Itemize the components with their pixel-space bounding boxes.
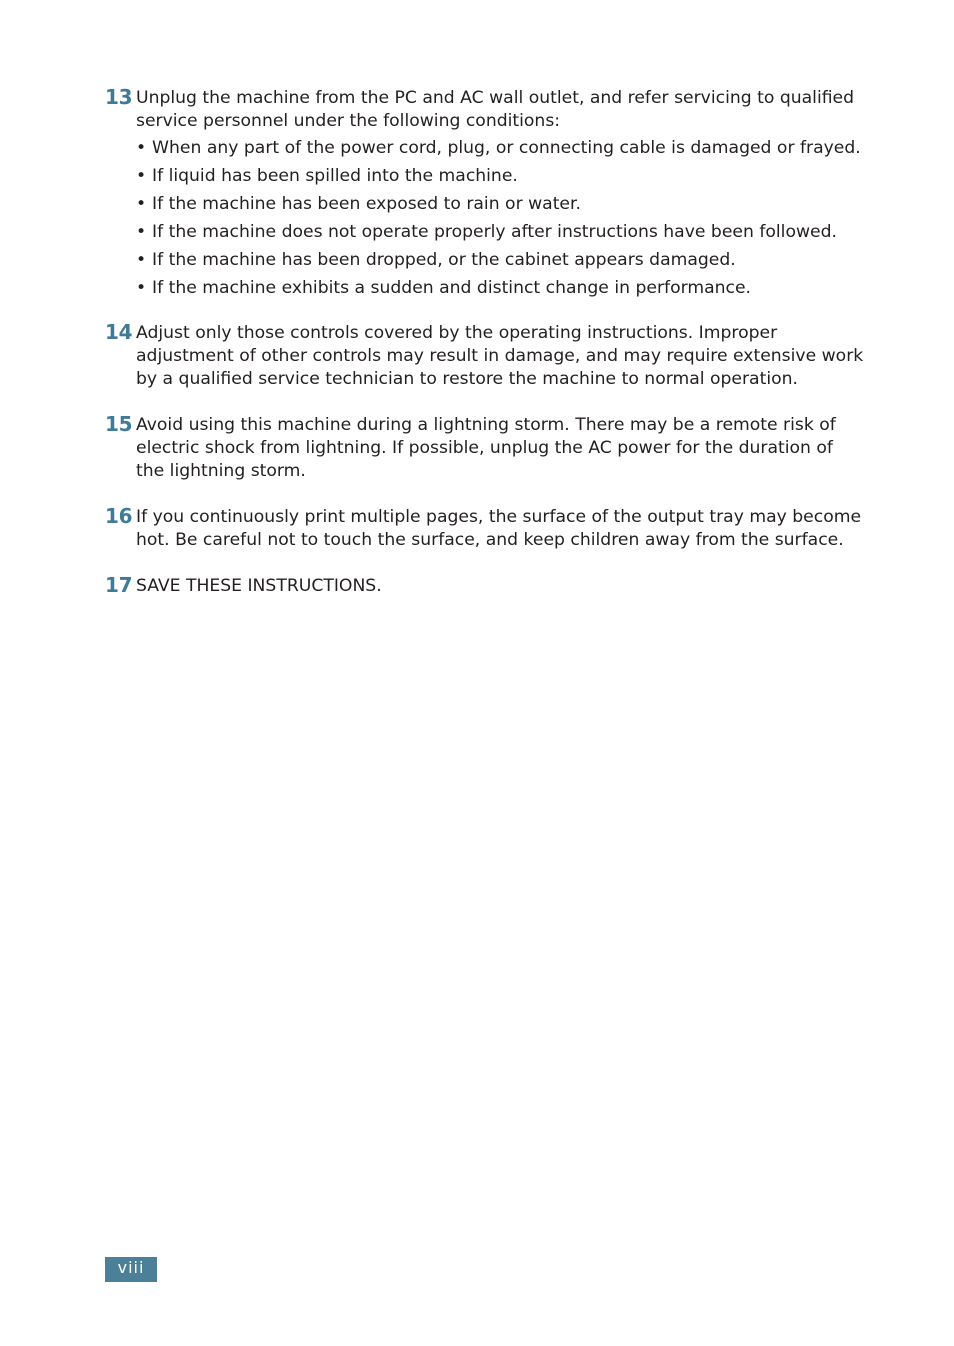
- list-item-text: If liquid has been spilled into the machine.: [152, 166, 518, 186]
- list-item: [136, 249, 864, 271]
- item-number: 13: [105, 85, 133, 109]
- list-item-text: If the machine has been dropped, or the cabinet appears damaged.: [152, 250, 736, 270]
- item-number: 17: [105, 573, 133, 597]
- list-item: [136, 165, 864, 187]
- bullet-icon: •: [136, 278, 147, 298]
- bullet-icon: •: [136, 222, 147, 242]
- item-text: If you continuously print multiple pages, the surface of the output tray may become hot. Be careful not to touch the surface, and keep children away from the surface.: [136, 507, 862, 550]
- item-number: 16: [105, 504, 133, 528]
- list-item: [136, 221, 864, 243]
- item-text: SAVE THESE INSTRUCTIONS.: [136, 576, 382, 596]
- safety-instructions-list: [104, 87, 864, 621]
- item-number: 15: [105, 412, 133, 436]
- bullet-icon: •: [136, 250, 147, 270]
- bullet-icon: •: [136, 166, 147, 186]
- list-item: [136, 277, 864, 299]
- instruction-item-15: [104, 414, 864, 483]
- conditions-list: [136, 137, 864, 299]
- item-text: Adjust only those controls covered by the operating instructions. Improper adjustment of other controls may result in damage, and may require extensive work by a qualified service technician to restore the machine to normal operation.: [136, 323, 864, 389]
- item-text: Unplug the machine from the PC and AC wall outlet, and refer servicing to qualified service personnel under the following conditions:: [136, 88, 855, 131]
- list-item-text: If the machine has been exposed to rain or water.: [152, 194, 581, 214]
- item-text: Avoid using this machine during a lightning storm. There may be a remote risk of electric shock from lightning. If possible, unplug the AC power for the duration of the lightning storm.: [136, 415, 836, 481]
- page-number-tab: [105, 1257, 157, 1282]
- bullet-icon: •: [136, 138, 147, 158]
- list-item-text: If the machine exhibits a sudden and distinct change in performance.: [152, 278, 752, 298]
- list-item: [136, 193, 864, 215]
- instruction-item-16: [104, 506, 864, 552]
- instruction-item-14: [104, 322, 864, 391]
- page-number: viii: [117, 1258, 145, 1277]
- item-number: 14: [105, 320, 133, 344]
- list-item: [136, 137, 864, 159]
- list-item-text: If the machine does not operate properly after instructions have been followed.: [152, 222, 837, 242]
- bullet-icon: •: [136, 194, 147, 214]
- instruction-item-13: [104, 87, 864, 299]
- instruction-item-17: [104, 575, 864, 598]
- list-item-text: When any part of the power cord, plug, or connecting cable is damaged or frayed.: [152, 138, 861, 158]
